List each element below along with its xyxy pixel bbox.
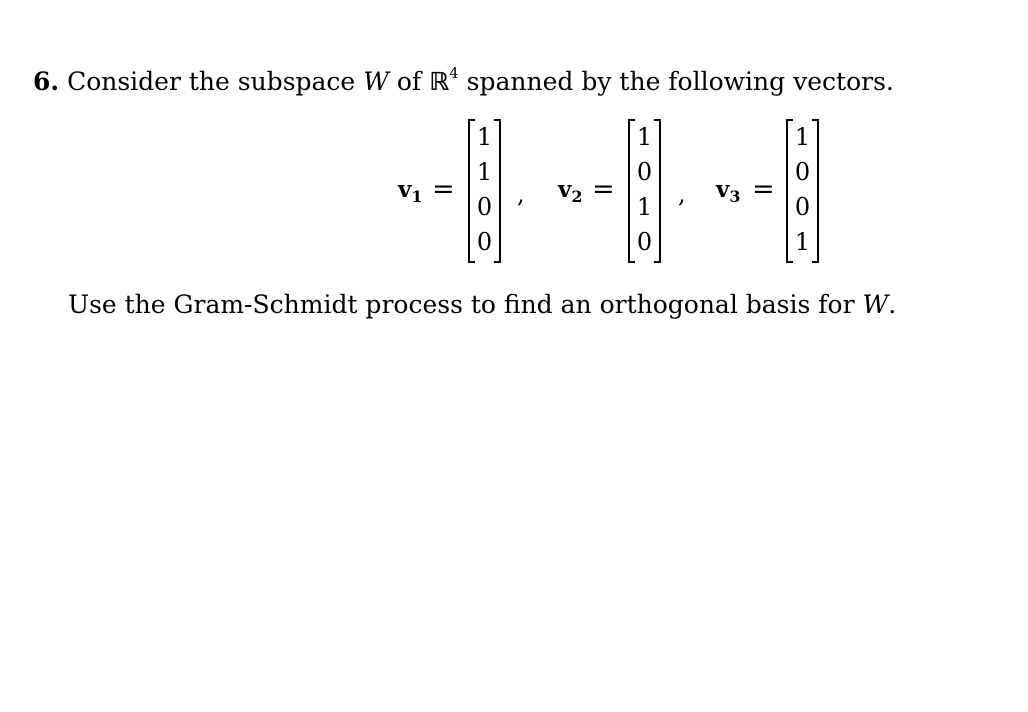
vector-v3	[716, 116, 826, 268]
problem-text-before-w: Consider the subspace	[67, 67, 356, 96]
matrix-entry: 0	[476, 193, 493, 221]
right-bracket	[812, 119, 819, 263]
matrix-entry: 1	[636, 193, 653, 221]
matrix-entry: 1	[794, 228, 811, 256]
vector-label	[398, 176, 423, 206]
matrix-entry: 0	[794, 193, 811, 221]
vector-label	[558, 176, 583, 206]
problem-text-after-space: spanned by the following vectors.	[466, 67, 894, 96]
instruction-end: .	[888, 290, 897, 319]
problem-statement	[33, 56, 894, 99]
right-bracket	[654, 119, 661, 263]
matrix-entry: 1	[476, 158, 493, 186]
vector-label-letter: v	[398, 176, 412, 203]
vector-label-index: 1	[411, 187, 423, 206]
vector-label-letter: v	[558, 176, 572, 203]
vector-v2	[558, 116, 708, 268]
vector-matrix	[468, 119, 501, 263]
vector-label-index: 2	[571, 187, 583, 206]
vector-equals: =	[592, 174, 615, 205]
problem-number: 6.	[33, 67, 60, 96]
matrix-entry: 1	[476, 123, 493, 151]
matrix-entry: 1	[636, 123, 653, 151]
vector-separator: ,	[517, 180, 525, 208]
vector-label	[716, 176, 741, 206]
matrix-entry: 0	[794, 158, 811, 186]
vector-list	[0, 116, 1028, 276]
problem-text-of: of	[396, 67, 422, 96]
matrix-entry: 0	[476, 228, 493, 256]
matrix-entry: 0	[636, 228, 653, 256]
vector-label-index: 3	[729, 187, 741, 206]
vector-v1	[398, 116, 548, 268]
vector-separator: ,	[678, 180, 686, 208]
vector-matrix	[628, 119, 661, 263]
vector-equals: =	[752, 174, 775, 205]
real-space-exponent: 4	[449, 64, 459, 82]
matrix-entry: 1	[794, 123, 811, 151]
subspace-w-symbol: W	[363, 67, 389, 96]
matrix-entry: 0	[636, 158, 653, 186]
instruction-text: Use the Gram-Schmidt process to find an orthogonal basis for	[68, 290, 855, 319]
vector-label-letter: v	[716, 176, 730, 203]
real-space-symbol: ℝ	[429, 67, 450, 96]
instruction-statement	[68, 288, 896, 322]
right-bracket	[494, 119, 501, 263]
vector-equals: =	[432, 174, 455, 205]
vector-matrix	[786, 119, 819, 263]
basis-w-symbol: W	[862, 290, 889, 319]
